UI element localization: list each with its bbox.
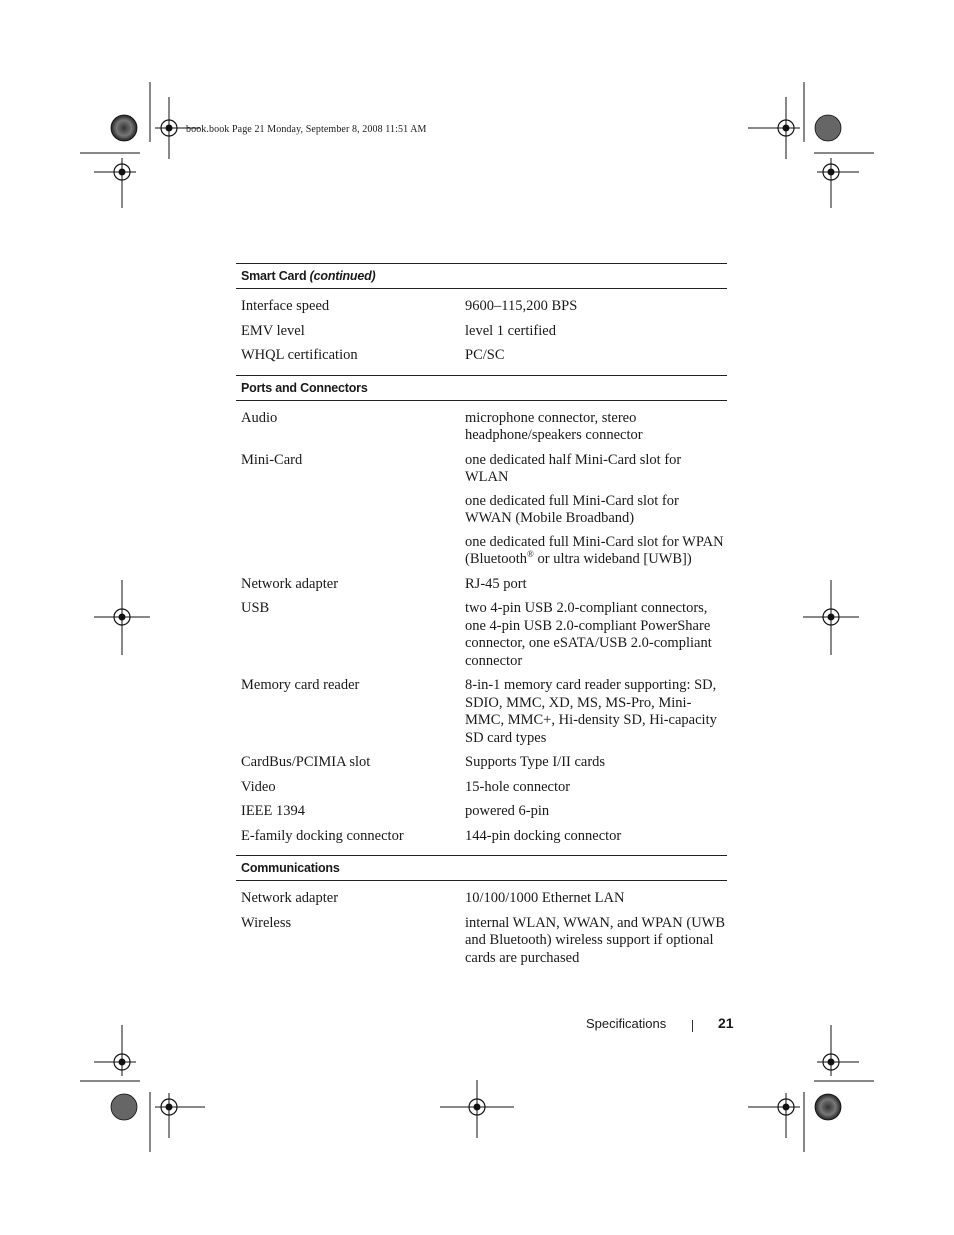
spec-value: internal WLAN, WWAN, and WPAN (UWB and Bluetooth) wireless support if optional cards are purchased: [465, 914, 726, 966]
spec-row: [236, 323, 727, 341]
spec-value: one dedicated full Mini-Card slot for WPAN (Bluetooth® or ultra wideband [UWB]): [465, 533, 724, 567]
spec-label: Video: [241, 778, 276, 795]
spec-value: 8-in-1 memory card reader supporting: SD, SDIO, MMC, XD, MS, MS-Pro, Mini-MMC, MMC+, Hi-density SD, Hi-capacity SD card types: [465, 677, 717, 746]
spec-row: [236, 890, 727, 908]
spec-value: microphone connector, stereo headphone/speakers connector: [465, 409, 643, 443]
spec-label: Wireless: [241, 914, 292, 931]
spec-label: Network adapter: [241, 890, 339, 906]
spec-row: [236, 677, 727, 747]
spec-row: [236, 754, 727, 772]
section-title-suffix: (continued): [309, 269, 376, 283]
spec-section: [236, 375, 727, 856]
spec-label: E-family docking connector: [241, 827, 404, 844]
spec-value: 9600–115,200 BPS: [465, 298, 578, 314]
spec-value: 144-pin docking connector: [465, 827, 622, 844]
spec-row: [236, 410, 727, 445]
spec-label: Audio: [241, 409, 278, 426]
spec-row: [236, 600, 727, 670]
spec-value: Supports Type I/II cards: [465, 754, 606, 770]
spec-value: RJ-45 port: [465, 575, 527, 592]
spec-label: EMV level: [241, 322, 305, 339]
spec-value: one dedicated full Mini-Card slot for WWAN (Mobile Broadband): [465, 492, 679, 526]
section-heading: [236, 855, 727, 881]
spec-label: Network adapter: [241, 575, 339, 592]
page-footer: [586, 1015, 736, 1035]
spec-row: [236, 915, 727, 968]
print-slug-line: book.book Page 21 Monday, September 8, 2008 11:51 AM: [186, 124, 427, 135]
spec-value: one dedicated half Mini-Card slot for WLAN: [465, 451, 682, 485]
spec-label: Memory card reader: [241, 677, 360, 693]
spec-label: USB: [241, 600, 270, 616]
spec-value: 15-hole connector: [465, 778, 571, 795]
spec-section: [236, 263, 727, 375]
spec-label: CardBus/PCIMIA slot: [241, 754, 371, 770]
section-heading: [236, 263, 727, 289]
spec-row: [236, 828, 727, 846]
spec-row: [236, 576, 727, 594]
spec-value: level 1 certified: [465, 322, 556, 339]
spec-value: two 4-pin USB 2.0-compliant connectors, one 4-pin USB 2.0-compliant PowerShare connector, one eSATA/USB 2.0-compliant connector: [465, 600, 712, 669]
spec-value: powered 6-pin: [465, 803, 550, 819]
spec-row: [236, 452, 727, 569]
spec-label: Mini-Card: [241, 451, 303, 468]
section-title: Ports and Connectors: [241, 380, 368, 395]
spec-table: [236, 263, 727, 977]
page-number: 21: [718, 1015, 734, 1031]
spec-value: PC/SC: [465, 347, 505, 363]
spec-row: [236, 803, 727, 821]
spec-row: [236, 779, 727, 797]
footer-section-name: Specifications: [586, 1016, 667, 1031]
spec-value: 10/100/1000 Ethernet LAN: [465, 890, 625, 906]
section-title: Smart Card: [241, 269, 307, 283]
footer-divider: [692, 1020, 693, 1032]
section-heading: [236, 375, 727, 401]
spec-row: [236, 347, 727, 365]
spec-row: [236, 298, 727, 316]
section-title: Communications: [241, 861, 340, 875]
spec-label: IEEE 1394: [241, 803, 306, 819]
spec-label: WHQL certification: [241, 347, 358, 363]
spec-label: Interface speed: [241, 298, 330, 314]
spec-section: [236, 855, 727, 977]
